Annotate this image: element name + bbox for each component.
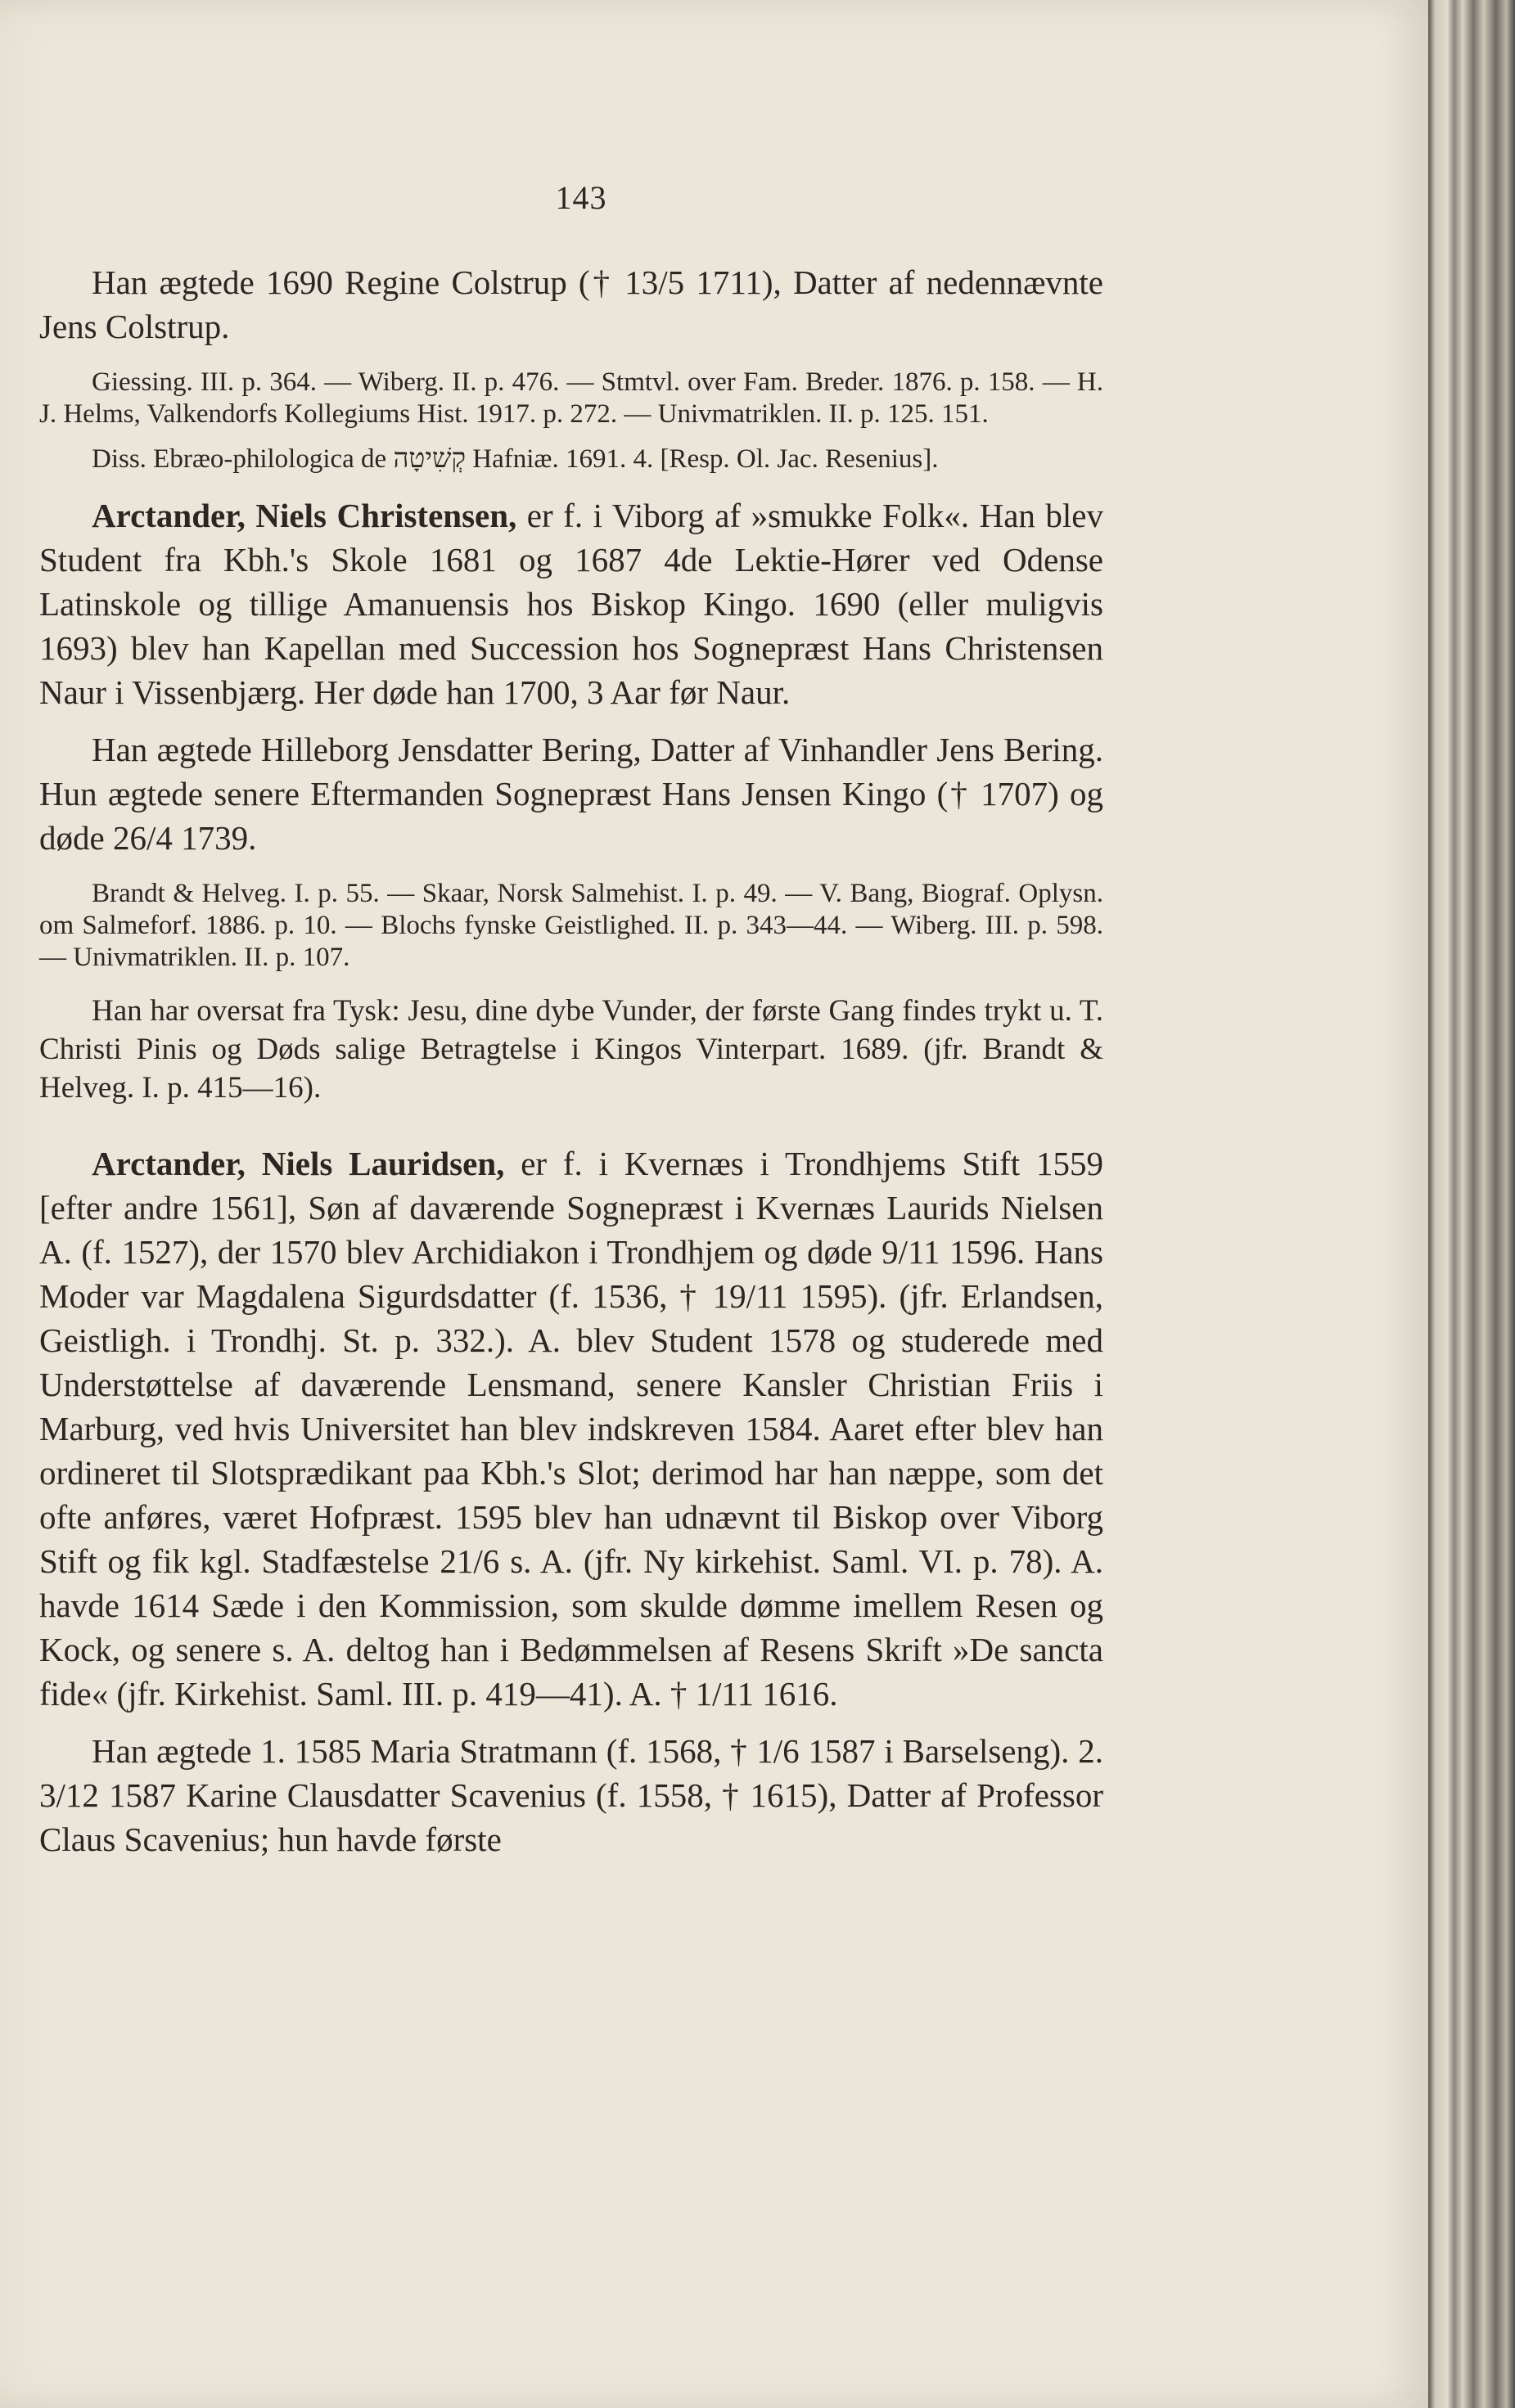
entry-body: er f. i Viborg af »smukke Folk«. Han blev Student fra Kbh.'s Skole 1681 og 1687 4de Lektie-Hører ved Odense Latinskole og tillige Amanuensis hos Biskop Kingo. 1690 (eller muligvis 1693) blev han Kapellan med Succession hos Sognepræst Hans Christensen Naur i Vissenbjærg. Her døde han 1700, 3 Aar før Naur. bbox=[39, 497, 1104, 711]
reference-note: Brandt & Helveg. I. p. 55. — Skaar, Norsk Salmehist. I. p. 49. — V. Bang, Biograf. Oplysn. om Salmeforf. 1886. p. 10. — Blochs fynske Geistlighed. II. p. 343—44. — Wiberg. III. p. 598. — Univmatriklen. II. p. 107. bbox=[39, 879, 1103, 972]
entry-heading: Arctander, Niels Christensen, bbox=[92, 497, 517, 534]
entry-arctander-niels-lauridsen bbox=[39, 1141, 1103, 1716]
entry-heading: Arctander, Niels Lauridsen, bbox=[92, 1145, 505, 1182]
reference-note: Giessing. III. p. 364. — Wiberg. II. p. 476. — Stmtvl. over Fam. Breder. 1876. p. 158. — H. J. Helms, Valkendorfs Kollegiums Hist. 1917. p. 272. — Univmatriklen. II. p. 125. 151. bbox=[39, 367, 1103, 429]
paragraph-marriage-stratmann: Han ægtede 1. 1585 Maria Stratmann (f. 1568, † 1/6 1587 i Barselseng). 2. 3/12 1587 Karine Clausdatter Scavenius (f. 1558, † 1615), Datter af Professor Claus Scavenius; hun havde første bbox=[39, 1732, 1103, 1858]
page-text bbox=[39, 260, 1103, 1861]
paragraph-marriage-colstrup: Han ægtede 1690 Regine Colstrup († 13/5 1711), Datter af nedennævnte Jens Colstrup. bbox=[39, 263, 1103, 345]
page-number: 143 bbox=[555, 179, 607, 216]
paragraph-translation: Han har oversat fra Tysk: Jesu, dine dybe Vunder, der første Gang findes trykt u. T. Christi Pinis og Døds salige Betragtelse i Kingos Vinterpart. 1689. (jfr. Brandt & Helveg. I. p. 415—16). bbox=[39, 994, 1103, 1105]
book-page-stack-edge bbox=[1428, 0, 1515, 2408]
reference-note: Diss. Ebræo-philologica de קְשִׁיטָה Hafniæ. 1691. 4. [Resp. Ol. Jac. Resenius]. bbox=[92, 444, 939, 474]
entry-arctander-niels-christensen bbox=[39, 493, 1103, 714]
paragraph-marriage-bering: Han ægtede Hilleborg Jensdatter Bering, Datter af Vinhandler Jens Bering. Hun ægtede senere Eftermanden Sognepræst Hans Jensen Kingo († 1707) og døde 26/4 1739. bbox=[39, 731, 1103, 857]
entry-body: er f. i Kvernæs i Trondhjems Stift 1559 [efter andre 1561], Søn af daværende Sognepræst i Kvernæs Laurids Nielsen A. (f. 1527), der 1570 blev Archidiakon i Trondhjem og døde 9/11 1596. Hans Moder var Magdalena Sigurdsdatter (f. 1536, † 19/11 1595). (jfr. Erlandsen, Geistligh. i Trondhj. St. p. 332.). A. blev Student 1578 og studerede med Understøttelse af daværende Lensmand, senere Kansler Christian Friis i Marburg, ved hvis Universitet han blev indskreven 1584. Aaret efter blev han ordineret til Slotsprædikant paa Kbh.'s Slot; derimod har han næppe, som det ofte anføres, været Hofpræst. 1595 blev han udnævnt til Biskop over Viborg Stift og fik kgl. Stadfæstelse 21/6 s. A. (jfr. Ny kirkehist. Saml. VI. p. 78). A. havde 1614 Sæde i den Kommission, som skulde dømme imellem Resen og Kock, og senere s. A. deltog han i Bedømmelsen af Resens Skrift »De sancta fide« (jfr. Kirkehist. Saml. III. p. 419—41). A. † 1/11 1616. bbox=[39, 1145, 1103, 1713]
